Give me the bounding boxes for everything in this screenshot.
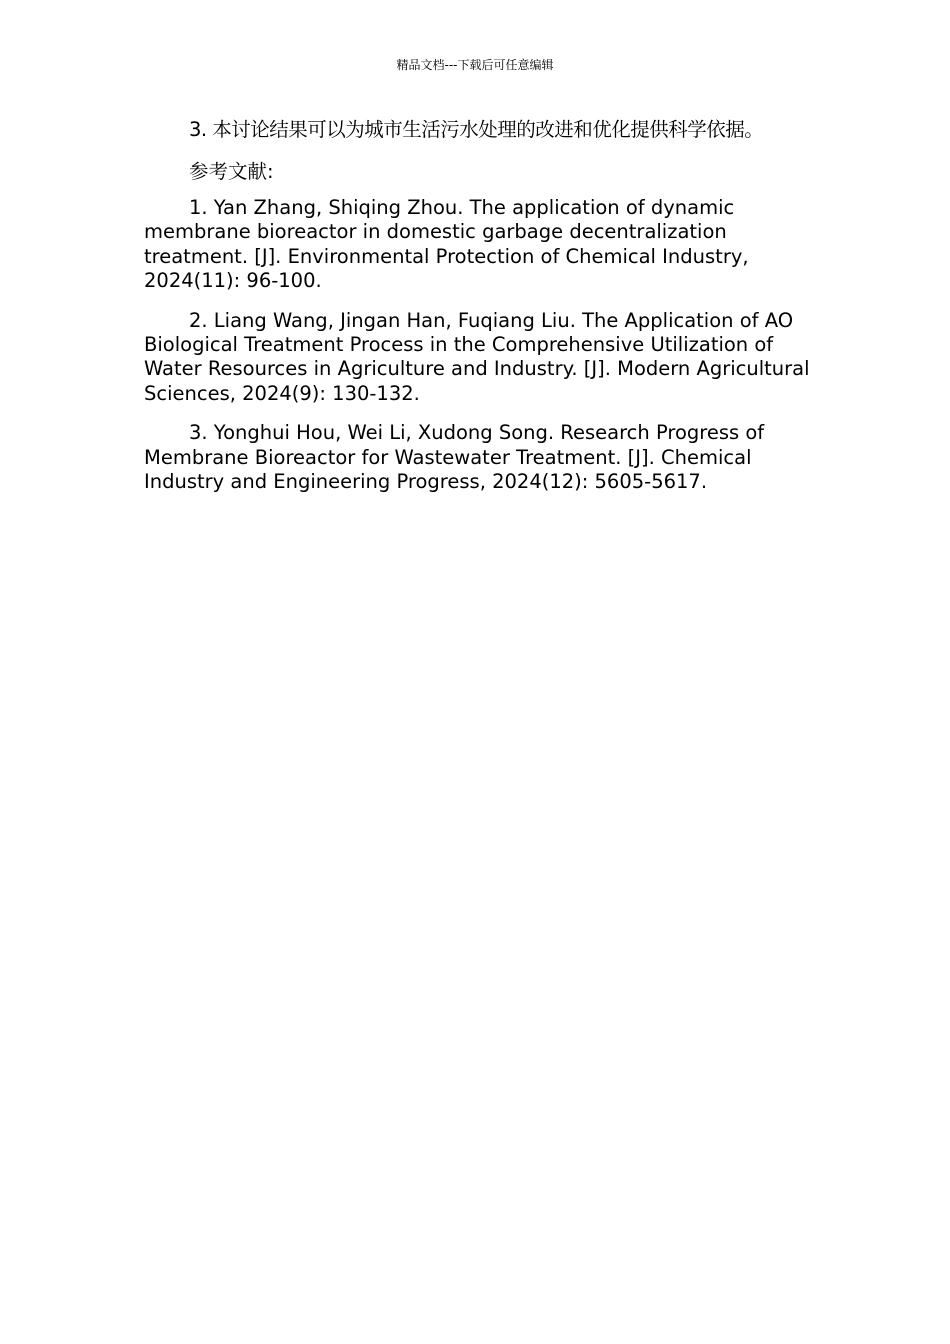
reference-item-2: 2. Liang Wang, Jingan Han, Fuqiang Liu. The Application of AO Biological Treatment Process in the Comprehensive Utilization of Water Resources in Agriculture and Industry. [J]. Modern Agricultural Sciences, 2024(9): 130-132. — [144, 308, 810, 405]
page-header: 精品文档---下载后可任意编辑 — [396, 58, 554, 72]
references-heading: 参考文献: — [189, 160, 274, 183]
reference-item-3: 3. Yonghui Hou, Wei Li, Xudong Song. Research Progress of Membrane Bioreactor for Wastewater Treatment. [J]. Chemical Industry and Engineering Progress, 2024(12): 5605-5617. — [144, 421, 765, 494]
conclusion-paragraph: 3. 本讨论结果可以为城市生活污水处理的改进和优化提供科学依据。 — [189, 118, 764, 141]
document-body — [144, 117, 812, 509]
reference-item-1: 1. Yan Zhang, Shiqing Zhou. The application of dynamic membrane bioreactor in domestic garbage decentralization treatment. [J]. Environmental Protection of Chemical Industry, 2024(11): 96-100. — [144, 196, 749, 293]
